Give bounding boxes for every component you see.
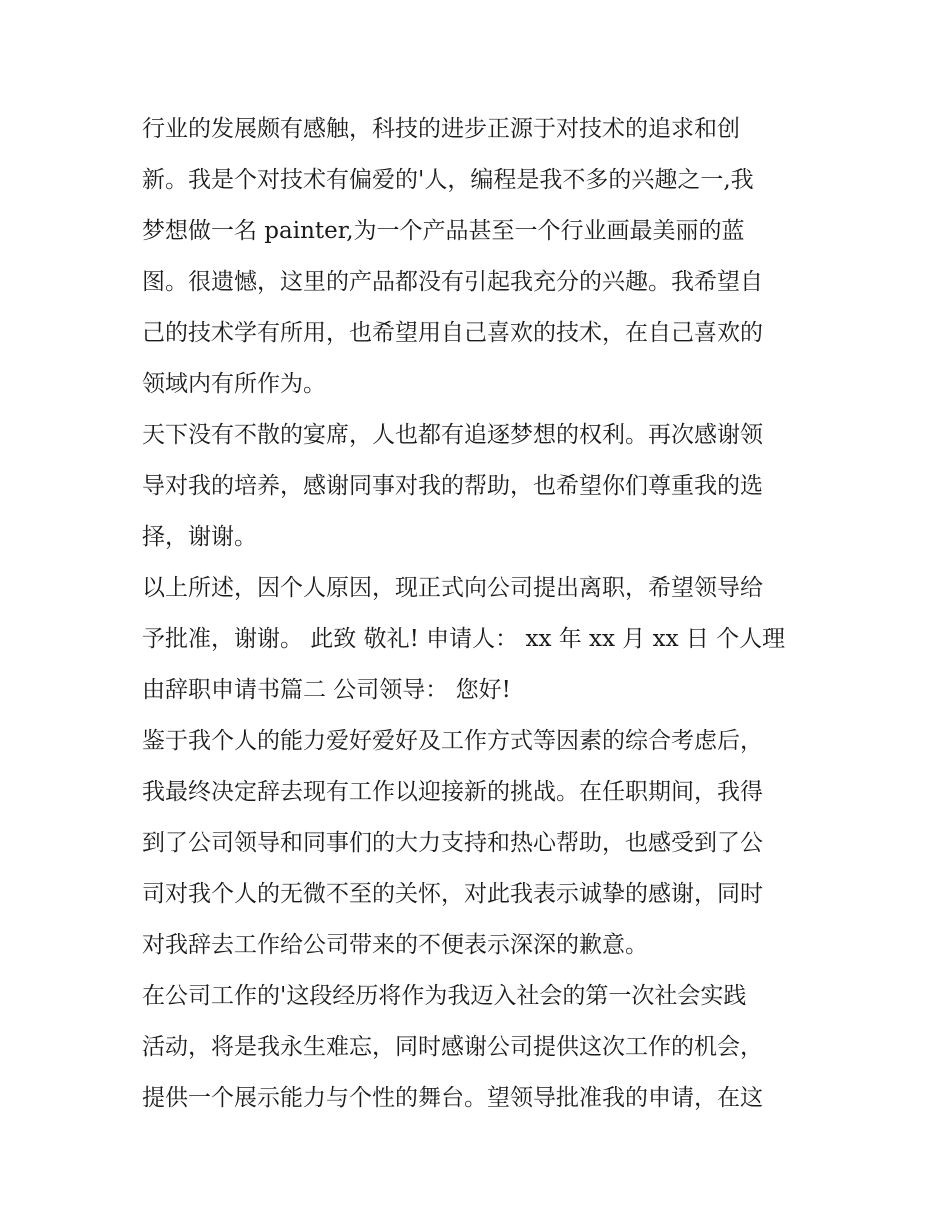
text-line: 图。很遗憾，这里的产品都没有引起我充分的兴趣。我希望自	[142, 269, 763, 295]
text-line: 梦想做一名 painter,为一个产品甚至一个行业画最美丽的蓝	[142, 218, 745, 244]
document-body	[142, 104, 822, 1124]
text-line: 提供一个展示能力与个性的舞台。望领导批准我的申请，在这	[142, 1085, 763, 1111]
text-line: 以上所述，因个人原因，现正式向公司提出离职，希望领导给	[142, 575, 763, 601]
text-line: 司对我个人的无微不至的关怀，对此我表示诚挚的感谢，同时	[142, 881, 763, 907]
text-line: 鉴于我个人的能力爱好爱好及工作方式等因素的综合考虑后，	[142, 728, 763, 754]
text-line: 天下没有不散的宴席，人也都有追逐梦想的权利。再次感谢领	[142, 422, 763, 448]
text-line: 择，谢谢。	[142, 524, 257, 550]
text-line: 领域内有所作为。	[142, 371, 326, 397]
text-line: 己的技术学有所用，也希望用自己喜欢的技术，在自己喜欢的	[142, 320, 763, 346]
text-line: 由辞职申请书篇二 公司领导： 您好!	[142, 677, 511, 703]
text-line: 活动，将是我永生难忘，同时感谢公司提供这次工作的机会，	[142, 1034, 763, 1060]
text-line: 导对我的培养，感谢同事对我的帮助，也希望你们尊重我的选	[142, 473, 763, 499]
text-line: 新。我是个对技术有偏爱的'人，编程是我不多的兴趣之一,我	[142, 167, 754, 193]
text-line: 予批准，谢谢。 此致 敬礼! 申请人： xx 年 xx 月 xx 日 个人理	[142, 626, 786, 652]
text-line: 行业的发展颇有感触，科技的进步正源于对技术的追求和创	[142, 116, 740, 142]
text-line: 到了公司领导和同事们的大力支持和热心帮助，也感受到了公	[142, 830, 763, 856]
text-line: 我最终决定辞去现有工作以迎接新的挑战。在任职期间，我得	[142, 779, 763, 805]
text-line: 对我辞去工作给公司带来的不便表示深深的歉意。	[142, 932, 648, 958]
text-line: 在公司工作的'这段经历将作为我迈入社会的第一次社会实践	[142, 983, 747, 1009]
